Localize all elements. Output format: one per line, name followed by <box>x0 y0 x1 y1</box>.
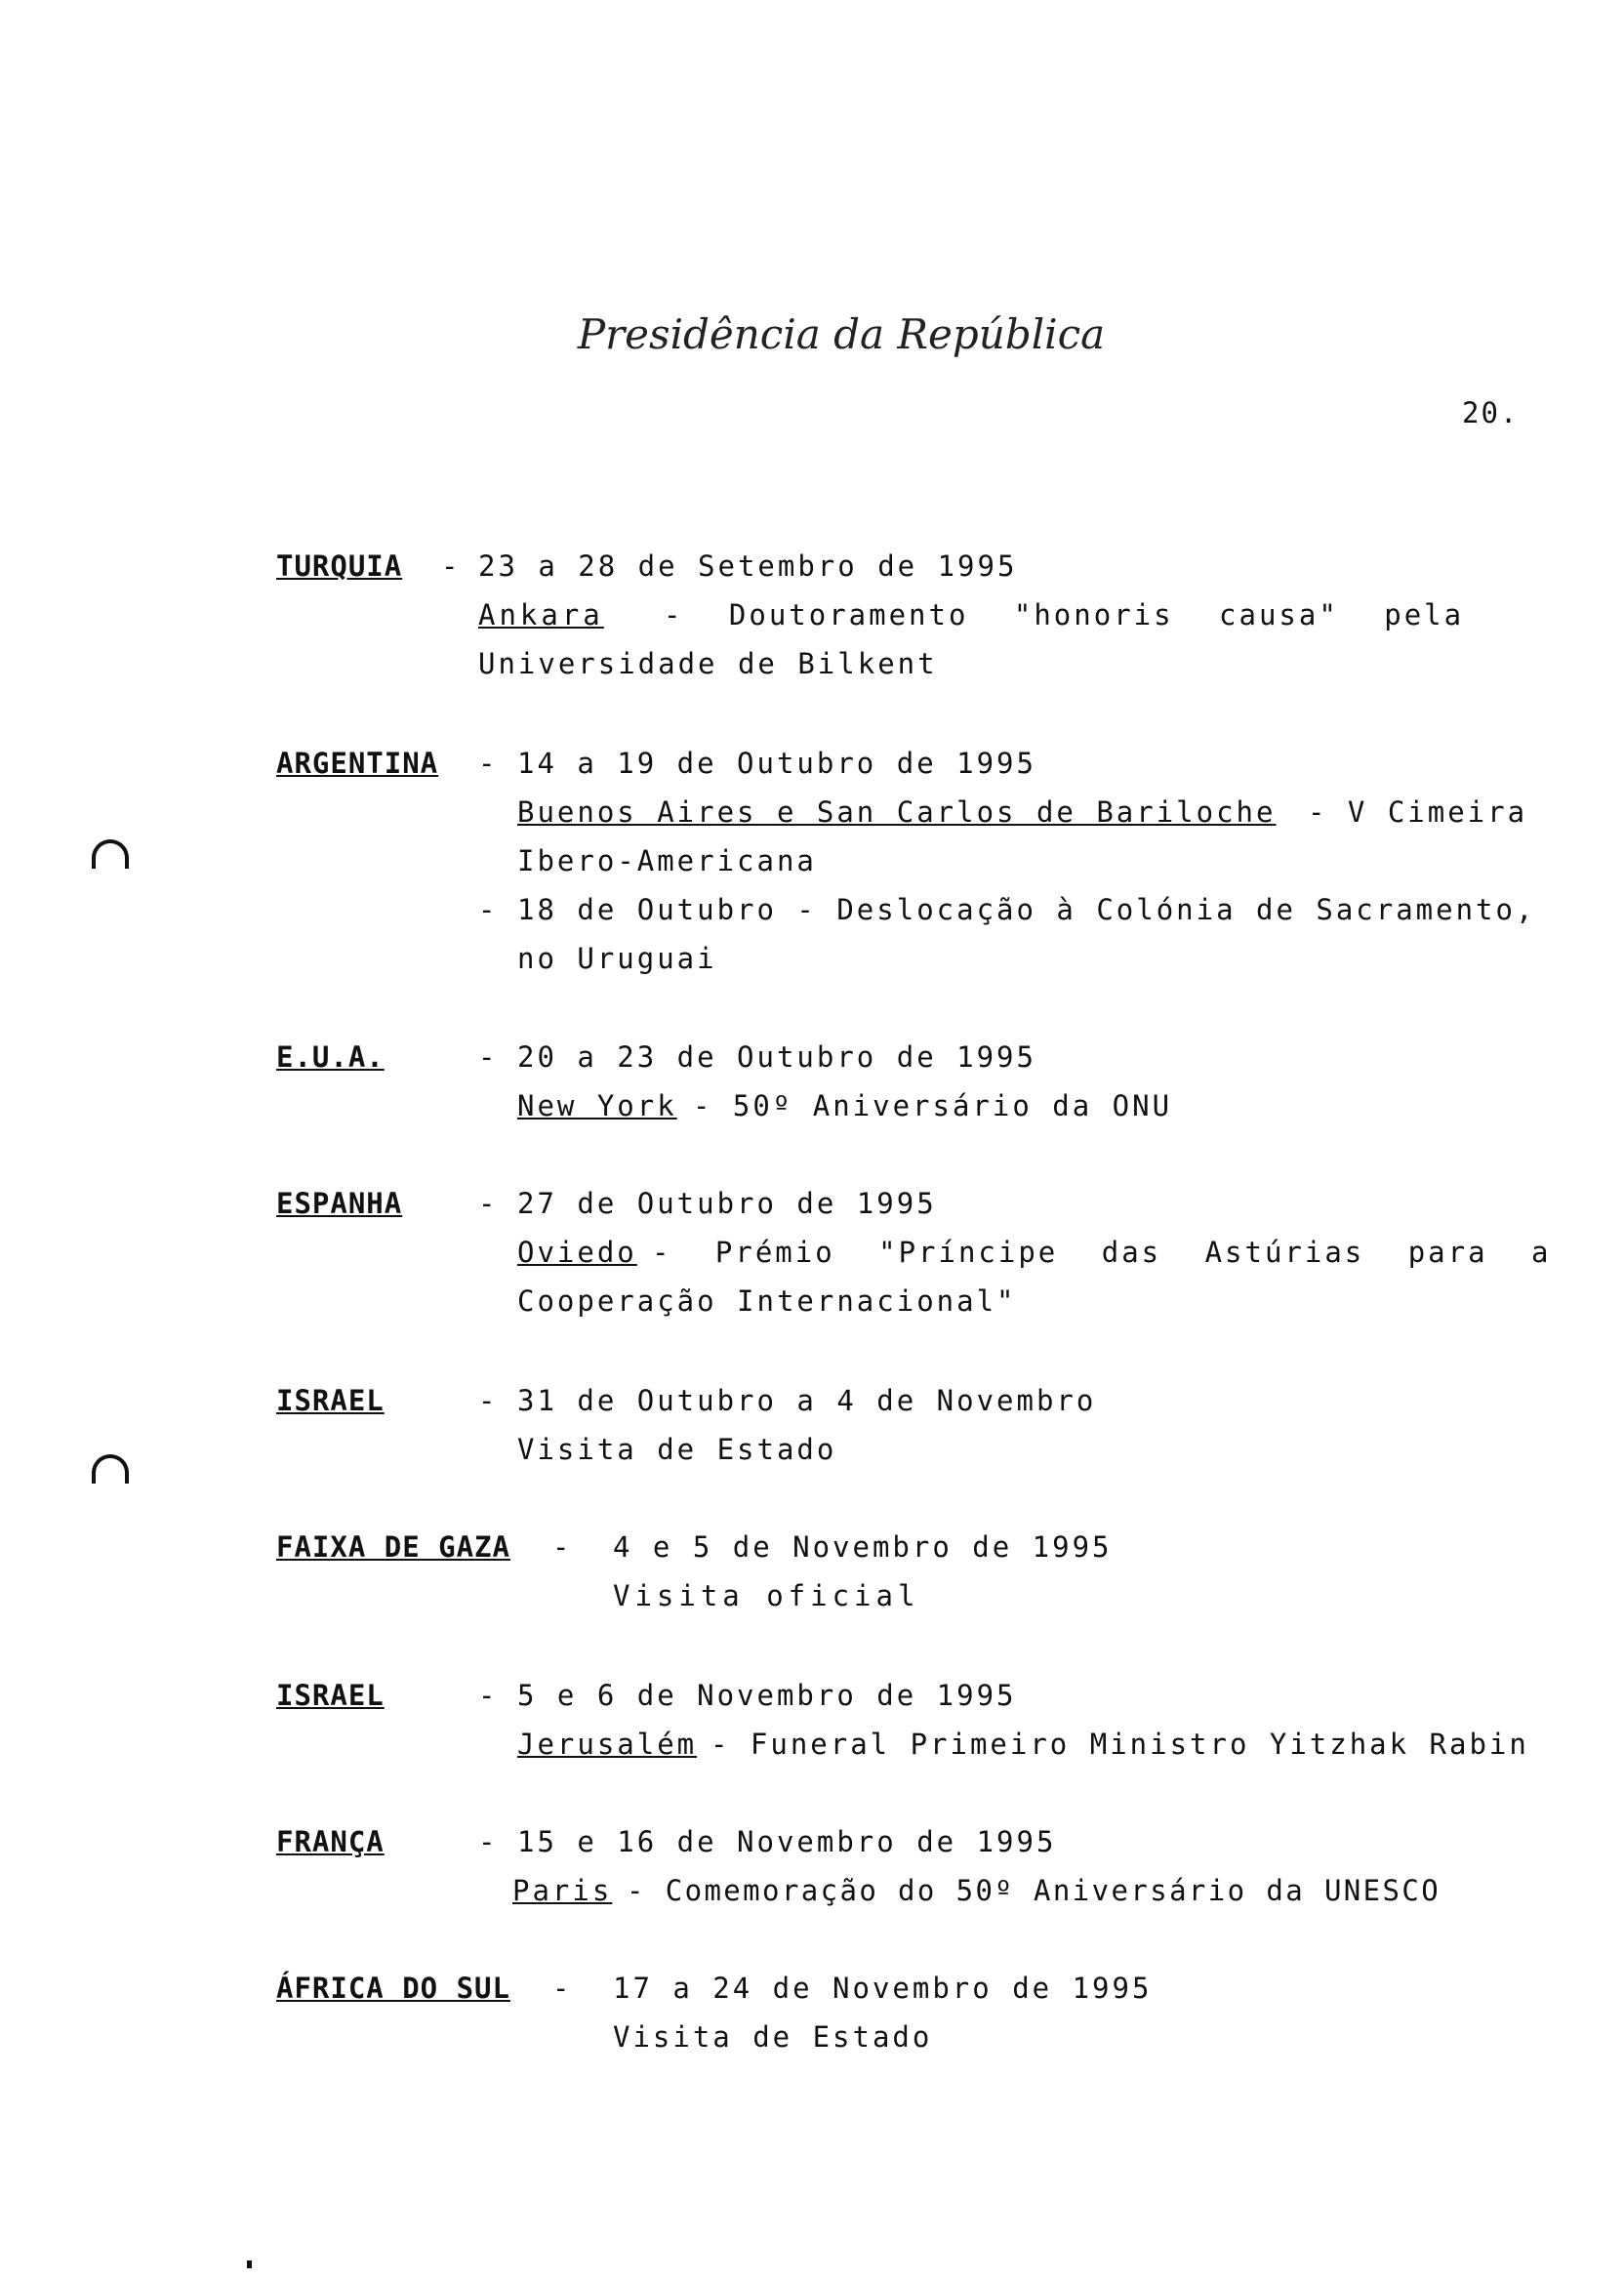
entry-place: Paris <box>512 1874 613 1907</box>
entry-date: 4 e 5 de Novembro de 1995 <box>613 1530 1113 1564</box>
entry-date: 23 a 28 de Setembro de 1995 <box>478 550 1018 583</box>
entry-date: 14 a 19 de Outubro de 1995 <box>517 747 1036 780</box>
dash: - <box>478 1384 499 1417</box>
entry-description: Universidade de Bilkent <box>478 647 938 680</box>
letterhead: Presidência da República <box>577 310 1106 358</box>
entry-place: Jerusalém <box>517 1728 698 1761</box>
country-israel: ISRAEL <box>276 1679 385 1712</box>
entry-description: Visita de Estado <box>613 2020 933 2054</box>
dash: - <box>478 747 499 780</box>
entry-place: Ankara <box>478 598 604 631</box>
dash: - <box>478 1040 499 1074</box>
dash: - <box>441 550 462 583</box>
entry-date: 17 a 24 de Novembro de 1995 <box>613 1972 1153 2005</box>
entry-date: 15 e 16 de Novembro de 1995 <box>517 1825 1057 1858</box>
dash: - <box>478 893 499 926</box>
dash: - <box>552 1972 573 2005</box>
entry-subitem: no Uruguai <box>517 942 717 975</box>
entry-description: - Prémio "Príncipe das Astúrias para a <box>652 1236 1552 1269</box>
country-franca: FRANÇA <box>276 1825 385 1858</box>
entry-description: Visita oficial <box>613 1579 920 1612</box>
entry-description: Visita de Estado <box>517 1433 837 1466</box>
country-espanha: ESPANHA <box>276 1187 403 1220</box>
country-faixa-de-gaza: FAIXA DE GAZA <box>276 1530 510 1564</box>
entry-date: 27 de Outubro de 1995 <box>517 1187 937 1220</box>
entry-description: - Comemoração do 50º Aniversário da UNESCO <box>627 1874 1441 1907</box>
entry-subitem: 18 de Outubro - Deslocação à Colónia de Sacramento, <box>517 893 1536 926</box>
entry-place: Buenos Aires e San Carlos de Bariloche <box>517 795 1277 829</box>
dash: - <box>478 1679 499 1712</box>
punch-hole-mark <box>92 839 129 869</box>
country-israel: ISRAEL <box>276 1384 385 1417</box>
country-argentina: ARGENTINA <box>276 747 439 780</box>
entry-place: New York <box>517 1089 677 1122</box>
page-number: 20. <box>1462 396 1520 429</box>
entry-date: 20 a 23 de Outubro de 1995 <box>517 1040 1036 1074</box>
entry-date: 5 e 6 de Novembro de 1995 <box>517 1679 1017 1712</box>
dash: - <box>478 1187 499 1220</box>
dash: - <box>552 1530 573 1564</box>
entry-description: - 50º Aniversário da ONU <box>693 1089 1173 1122</box>
scan-mark <box>247 2260 252 2268</box>
dash: - <box>478 1825 499 1858</box>
entry-description: Cooperação Internacional" <box>517 1284 1017 1318</box>
entry-description: - V Cimeira <box>1308 795 1528 829</box>
country-turquia: TURQUIA <box>276 550 403 583</box>
country-eua: E.U.A. <box>276 1040 385 1074</box>
entry-date: 31 de Outubro a 4 de Novembro <box>517 1384 1097 1417</box>
entry-description: - Doutoramento "honoris causa" pela <box>664 598 1465 631</box>
country-africa-do-sul: ÁFRICA DO SUL <box>276 1972 510 2005</box>
punch-hole-mark <box>92 1454 129 1484</box>
entry-place: Oviedo <box>517 1236 637 1269</box>
entry-description: - Funeral Primeiro Ministro Yitzhak Rabin <box>710 1728 1529 1761</box>
entry-description: Ibero-Americana <box>517 844 817 877</box>
